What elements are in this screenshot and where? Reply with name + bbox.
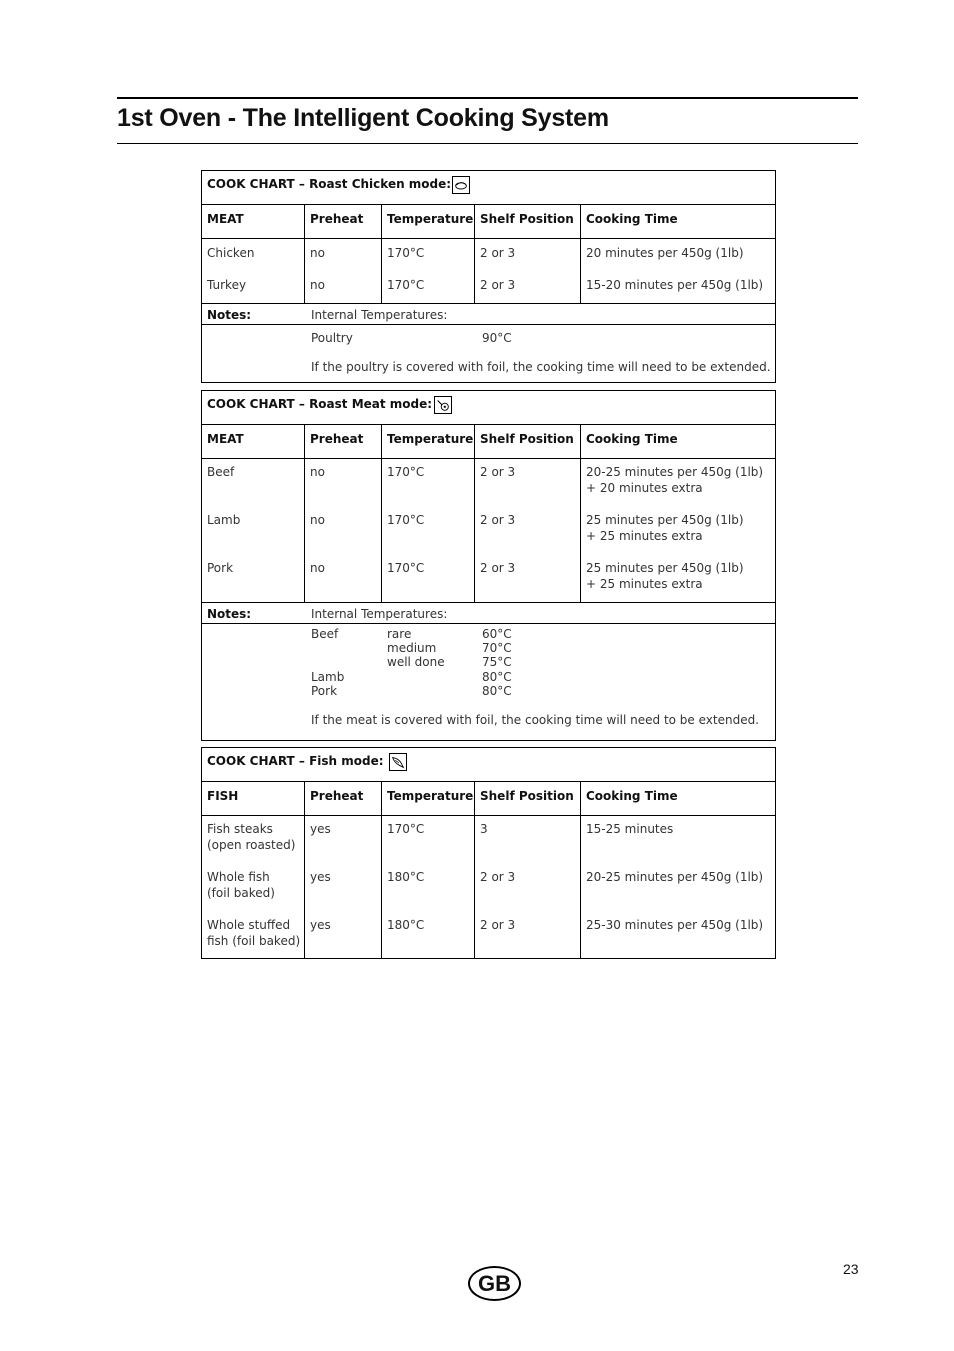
table-cell: fish (foil baked)	[207, 934, 301, 948]
table-cell: yes	[310, 822, 331, 836]
table-cell: 180°C	[387, 870, 425, 884]
cell-meat	[202, 239, 305, 303]
note-temp: 60°C	[482, 627, 512, 641]
chart-title-label: COOK CHART – Fish mode:	[207, 754, 384, 768]
note-lamb-label: Lamb	[311, 670, 345, 684]
table-cell: 15-25 minutes	[586, 822, 674, 836]
table-cell: 25 minutes per 450g (1lb)	[586, 561, 744, 575]
table-cell: 2 or 3	[480, 278, 516, 292]
note-poultry-label: Poultry	[311, 331, 353, 345]
notes-label: Notes:	[207, 607, 252, 621]
cell-temperature	[382, 239, 475, 303]
cell-meat	[202, 459, 305, 602]
table-cell: Chicken	[207, 246, 255, 260]
table-cell: 2 or 3	[480, 561, 516, 575]
chart-title-label: COOK CHART – Roast Chicken mode:	[207, 177, 452, 191]
chart-header-row	[202, 425, 775, 459]
table-cell: Fish steaks	[207, 822, 273, 836]
note-temp: 75°C	[482, 655, 512, 669]
col-header: Temperature	[382, 782, 475, 816]
cell-preheat	[305, 816, 382, 959]
page-title: 1st Oven - The Intelligent Cooking System	[117, 104, 609, 132]
roast-chicken-mode-icon	[452, 176, 470, 194]
table-cell: 170°C	[387, 278, 425, 292]
note-poultry-temp: 90°C	[482, 331, 512, 345]
col-header: Cooking Time	[581, 425, 775, 459]
note-pork-temp: 80°C	[482, 684, 512, 698]
cell-preheat	[305, 239, 382, 303]
page-number: 23	[843, 1261, 859, 1277]
col-header: MEAT	[202, 425, 305, 459]
cell-temperature	[382, 816, 475, 959]
table-cell: 170°C	[387, 465, 425, 479]
col-header: Preheat	[305, 425, 382, 459]
col-header: Temperature	[382, 425, 475, 459]
table-cell: 20-25 minutes per 450g (1lb)	[586, 870, 764, 884]
cook-chart-roast-meat	[201, 390, 776, 741]
table-cell: + 25 minutes extra	[586, 577, 703, 591]
region-badge: GB	[468, 1266, 521, 1301]
table-cell: yes	[310, 918, 331, 932]
table-cell: 180°C	[387, 918, 425, 932]
note-beef-label: Beef	[311, 627, 339, 641]
table-cell: Beef	[207, 465, 235, 479]
header-rule-bottom	[117, 143, 858, 144]
table-cell: + 25 minutes extra	[586, 529, 703, 543]
col-header: Shelf Position	[475, 425, 581, 459]
table-cell: 3	[480, 822, 488, 836]
table-cell: 170°C	[387, 822, 425, 836]
note-doneness: rare	[387, 627, 412, 641]
table-cell: 170°C	[387, 561, 425, 575]
col-header: MEAT	[202, 205, 305, 239]
col-header: FISH	[202, 782, 305, 816]
chart-body	[202, 239, 775, 303]
table-cell: Lamb	[207, 513, 241, 527]
notes-title: Internal Temperatures:	[311, 607, 448, 621]
table-cell: Whole stuffed	[207, 918, 291, 932]
notes-header	[202, 303, 775, 325]
cell-shelf	[475, 239, 581, 303]
note-doneness: medium	[387, 641, 437, 655]
col-header: Cooking Time	[581, 782, 775, 816]
table-cell: 20-25 minutes per 450g (1lb)	[586, 465, 764, 479]
table-cell: 170°C	[387, 513, 425, 527]
cell-cooking-time	[581, 459, 775, 602]
fish-mode-icon	[389, 753, 407, 771]
col-header: Preheat	[305, 782, 382, 816]
note-pork-label: Pork	[311, 684, 338, 698]
col-header: Temperature	[382, 205, 475, 239]
cell-preheat	[305, 459, 382, 602]
chart-title-label: COOK CHART – Roast Meat mode:	[207, 397, 433, 411]
cell-cooking-time	[581, 816, 775, 959]
notes-title: Internal Temperatures:	[311, 308, 448, 322]
table-cell: 2 or 3	[480, 870, 516, 884]
note-foil: If the poultry is covered with foil, the cooking time will need to be extended.	[311, 360, 771, 374]
table-cell: 20 minutes per 450g (1lb)	[586, 246, 744, 260]
cook-chart-fish	[201, 747, 776, 959]
table-cell: no	[310, 246, 325, 260]
table-cell: 2 or 3	[480, 918, 516, 932]
table-cell: Pork	[207, 561, 234, 575]
note-temp: 70°C	[482, 641, 512, 655]
note-foil: If the meat is covered with foil, the cooking time will need to be extended.	[311, 713, 760, 727]
table-cell: Turkey	[207, 278, 247, 292]
cell-shelf	[475, 816, 581, 959]
cell-cooking-time	[581, 239, 775, 303]
chart-title	[202, 391, 775, 425]
table-cell: no	[310, 561, 325, 575]
header-rule-top	[117, 97, 858, 99]
note-lamb-temp: 80°C	[482, 670, 512, 684]
table-cell: 2 or 3	[480, 246, 516, 260]
chart-body	[202, 816, 775, 959]
table-cell: yes	[310, 870, 331, 884]
chart-header-row	[202, 782, 775, 816]
table-cell: 25-30 minutes per 450g (1lb)	[586, 918, 764, 932]
cell-fish	[202, 816, 305, 959]
table-cell: no	[310, 465, 325, 479]
notes-body	[202, 624, 775, 742]
notes-body	[202, 325, 775, 383]
cook-chart-roast-chicken	[201, 170, 776, 383]
note-doneness: well done	[387, 655, 445, 669]
col-header: Shelf Position	[475, 782, 581, 816]
table-cell: (foil baked)	[207, 886, 275, 900]
table-cell: 2 or 3	[480, 465, 516, 479]
chart-header-row	[202, 205, 775, 239]
chart-body	[202, 459, 775, 602]
table-cell: (open roasted)	[207, 838, 296, 852]
table-cell: no	[310, 513, 325, 527]
table-cell: 2 or 3	[480, 513, 516, 527]
col-header: Preheat	[305, 205, 382, 239]
cell-shelf	[475, 459, 581, 602]
table-cell: no	[310, 278, 325, 292]
roast-meat-mode-icon	[434, 396, 452, 414]
chart-title	[202, 171, 775, 205]
col-header: Shelf Position	[475, 205, 581, 239]
notes-label: Notes:	[207, 308, 252, 322]
col-header: Cooking Time	[581, 205, 775, 239]
table-cell: Whole fish	[207, 870, 270, 884]
table-cell: 170°C	[387, 246, 425, 260]
cell-temperature	[382, 459, 475, 602]
table-cell: 15-20 minutes per 450g (1lb)	[586, 278, 764, 292]
chart-title	[202, 748, 775, 782]
notes-header	[202, 602, 775, 624]
table-cell: + 20 minutes extra	[586, 481, 703, 495]
table-cell: 25 minutes per 450g (1lb)	[586, 513, 744, 527]
